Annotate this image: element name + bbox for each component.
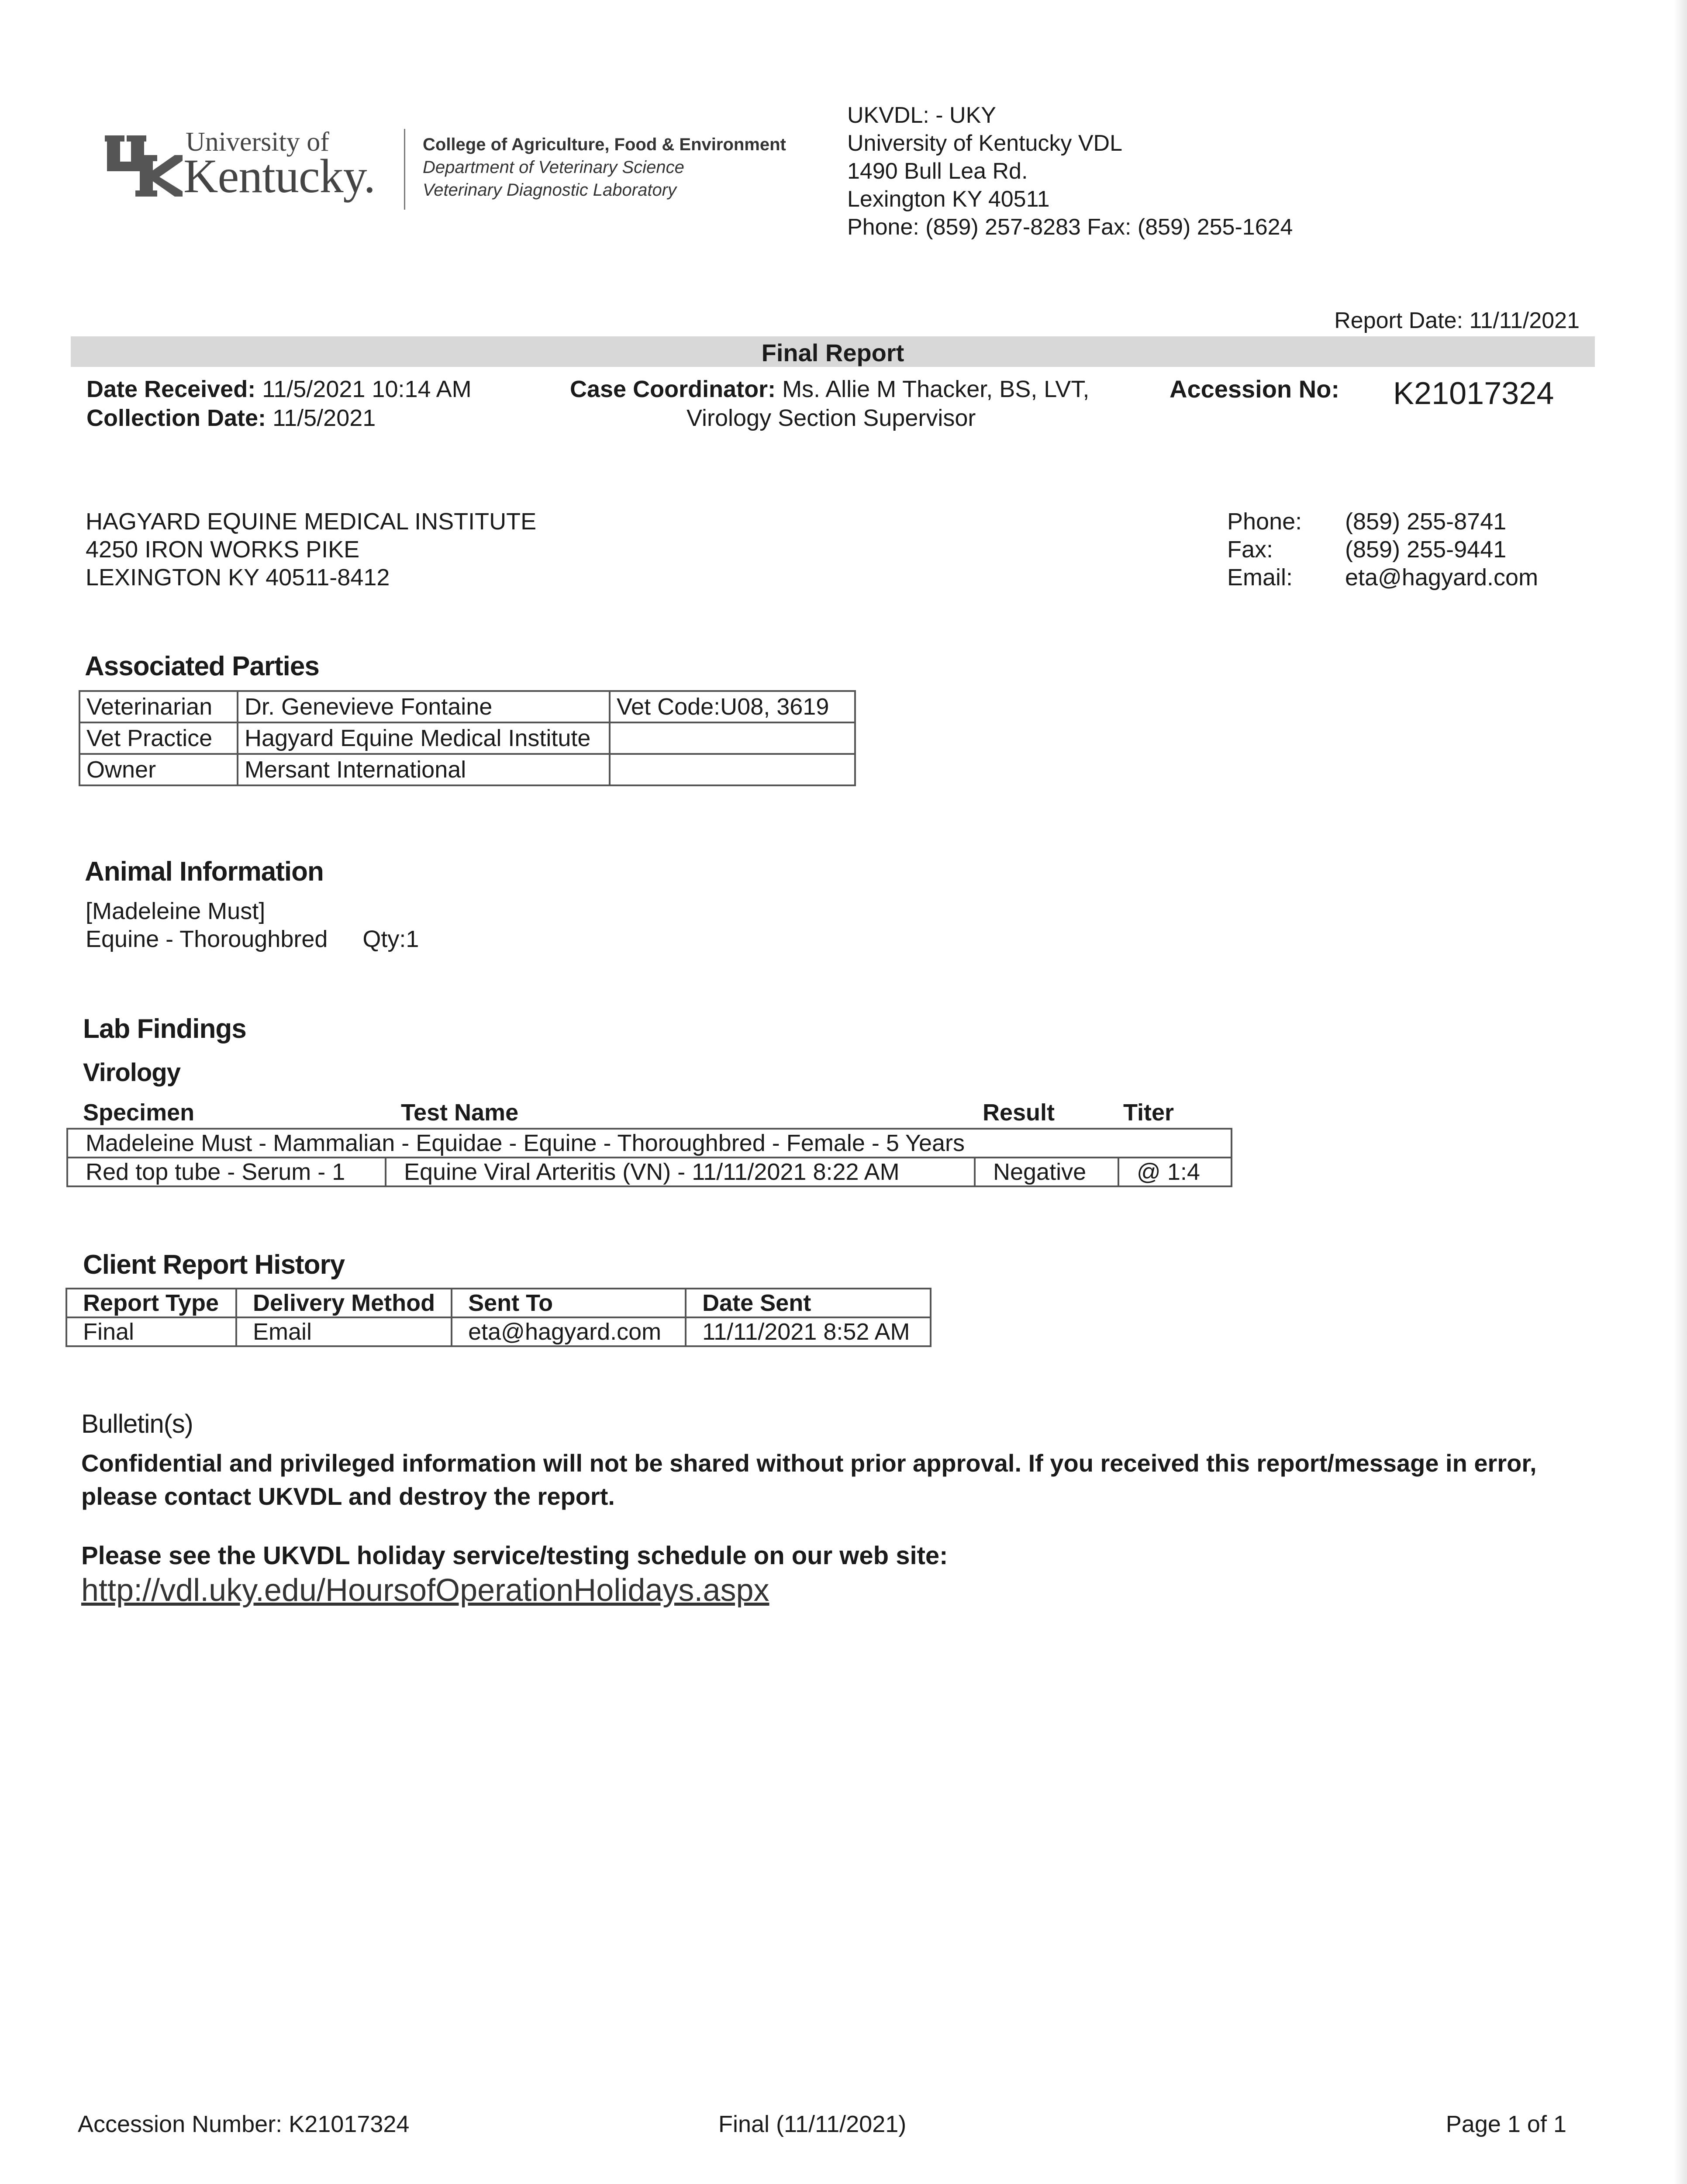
report-date: Report Date: 11/11/2021 <box>1334 308 1580 333</box>
uk-logo-icon <box>105 131 183 197</box>
college-block <box>423 133 786 201</box>
delivery-method-cell: Email <box>236 1317 452 1346</box>
date-sent-header: Date Sent <box>686 1289 931 1317</box>
test-cell: Equine Viral Arteritis (VN) - 11/11/2021 8:22 AM <box>386 1158 975 1186</box>
college-name: College of Agriculture, Food & Environment <box>423 135 786 154</box>
footer-accession: Accession Number: K21017324 <box>78 2111 410 2137</box>
lab-address-line: Phone: (859) 257-8283 Fax: (859) 255-1624 <box>847 214 1293 240</box>
logo-line1: University of <box>186 127 329 157</box>
report-type-cell: Final <box>66 1317 236 1346</box>
coordinator-title: Virology Section Supervisor <box>687 405 976 431</box>
client-phone: (859) 255-8741 <box>1345 508 1507 535</box>
client-street: 4250 IRON WORKS PIKE <box>86 536 360 563</box>
titer-cell: @ 1:4 <box>1118 1158 1232 1186</box>
lab-findings-table <box>66 1128 1232 1187</box>
holiday-notice: Please see the UKVDL holiday service/testing schedule on our web site: <box>81 1541 948 1570</box>
phone-label: Phone: <box>1227 508 1302 535</box>
client-report-history-title: Client Report History <box>83 1250 345 1280</box>
client-name: HAGYARD EQUINE MEDICAL INSTITUTE <box>86 508 537 535</box>
table-row <box>67 1158 1232 1186</box>
table-row <box>79 691 855 722</box>
animal-qty: Qty:1 <box>362 926 419 952</box>
findings-header <box>83 1099 1218 1127</box>
party-name: Hagyard Equine Medical Institute <box>238 722 610 754</box>
party-role: Owner <box>79 754 238 785</box>
logo-divider <box>404 129 405 210</box>
associated-parties-title: Associated Parties <box>85 651 319 681</box>
table-header-row <box>66 1289 931 1317</box>
bulletin-body: Confidential and privileged information will not be shared without prior approval. If you received this report/message in error, please contact UKVDL and destroy the report. <box>81 1449 1537 1510</box>
holiday-schedule-link[interactable]: http://vdl.uky.edu/HoursofOperationHolidays.aspx <box>81 1573 769 1608</box>
coordinator-label: Case Coordinator: <box>570 376 776 402</box>
animal-name: [Madeleine Must] <box>86 898 266 924</box>
university-logo <box>105 127 411 214</box>
party-role: Vet Practice <box>79 722 238 754</box>
delivery-method-header: Delivery Method <box>236 1289 452 1317</box>
specimen-cell: Red top tube - Serum - 1 <box>67 1158 386 1186</box>
party-code <box>610 754 855 785</box>
date-sent-cell: 11/11/2021 8:52 AM <box>686 1317 931 1346</box>
date-received: 11/5/2021 10:14 AM <box>262 376 472 402</box>
animal-info <box>86 897 419 953</box>
dates-block <box>86 375 472 432</box>
scan-edge <box>1674 0 1687 2184</box>
bulletin-title: Bulletin(s) <box>81 1409 193 1438</box>
virology-title: Virology <box>83 1058 180 1087</box>
logo-line2: Kentucky. <box>183 149 376 203</box>
sent-to-cell: eta@hagyard.com <box>452 1317 686 1346</box>
titer-header: Titer <box>1123 1099 1174 1126</box>
specimen-header: Specimen <box>83 1099 195 1126</box>
fax-label: Fax: <box>1227 536 1273 563</box>
party-code <box>610 722 855 754</box>
party-name: Dr. Genevieve Fontaine <box>238 691 610 722</box>
accession-number: K21017324 <box>1393 376 1554 411</box>
party-name: Mersant International <box>238 754 610 785</box>
accession-label: Accession No: <box>1170 375 1339 403</box>
animal-species: Equine - Thoroughbred <box>86 926 328 952</box>
collection-date: 11/5/2021 <box>273 405 376 431</box>
department-name: Department of Veterinary Science <box>423 158 684 177</box>
test-name-header: Test Name <box>401 1099 519 1126</box>
coordinator-name: Ms. Allie M Thacker, BS, LVT, <box>782 376 1090 402</box>
client-contact <box>1227 508 1538 591</box>
lab-name: Veterinary Diagnostic Laboratory <box>423 180 677 200</box>
result-header: Result <box>983 1099 1055 1126</box>
lab-address-line: Lexington KY 40511 <box>847 187 1050 212</box>
lab-address-line: University of Kentucky VDL <box>847 131 1123 156</box>
sent-to-header: Sent To <box>452 1289 686 1317</box>
animal-information-title: Animal Information <box>85 857 324 887</box>
lab-findings-title: Lab Findings <box>83 1014 246 1044</box>
client-city: LEXINGTON KY 40511-8412 <box>86 564 390 591</box>
table-row <box>79 722 855 754</box>
lab-address <box>847 101 1293 241</box>
footer-page: Page 1 of 1 <box>1446 2111 1566 2137</box>
client-email: eta@hagyard.com <box>1345 564 1539 591</box>
client-address <box>86 508 536 591</box>
result-cell: Negative <box>975 1158 1118 1186</box>
party-role: Veterinarian <box>79 691 238 722</box>
report-history-table <box>66 1288 931 1347</box>
email-label: Email: <box>1227 564 1293 591</box>
table-row <box>79 754 855 785</box>
report-title: Final Report <box>761 339 904 366</box>
client-fax: (859) 255-9441 <box>1345 536 1507 563</box>
table-row <box>67 1129 1232 1158</box>
footer-status: Final (11/11/2021) <box>718 2111 907 2137</box>
lab-address-line: 1490 Bull Lea Rd. <box>847 159 1028 184</box>
party-code: Vet Code:U08, 3619 <box>610 691 855 722</box>
table-row <box>66 1317 931 1346</box>
date-received-label: Date Received: <box>86 376 256 402</box>
report-type-header: Report Type <box>66 1289 236 1317</box>
collection-date-label: Collection Date: <box>86 405 266 431</box>
case-coordinator <box>570 375 1089 432</box>
associated-parties-table <box>79 690 856 786</box>
animal-detail-row: Madeleine Must - Mammalian - Equidae - Equine - Thoroughbred - Female - 5 Years <box>67 1129 1232 1158</box>
lab-address-line: UKVDL: - UKY <box>847 103 996 128</box>
